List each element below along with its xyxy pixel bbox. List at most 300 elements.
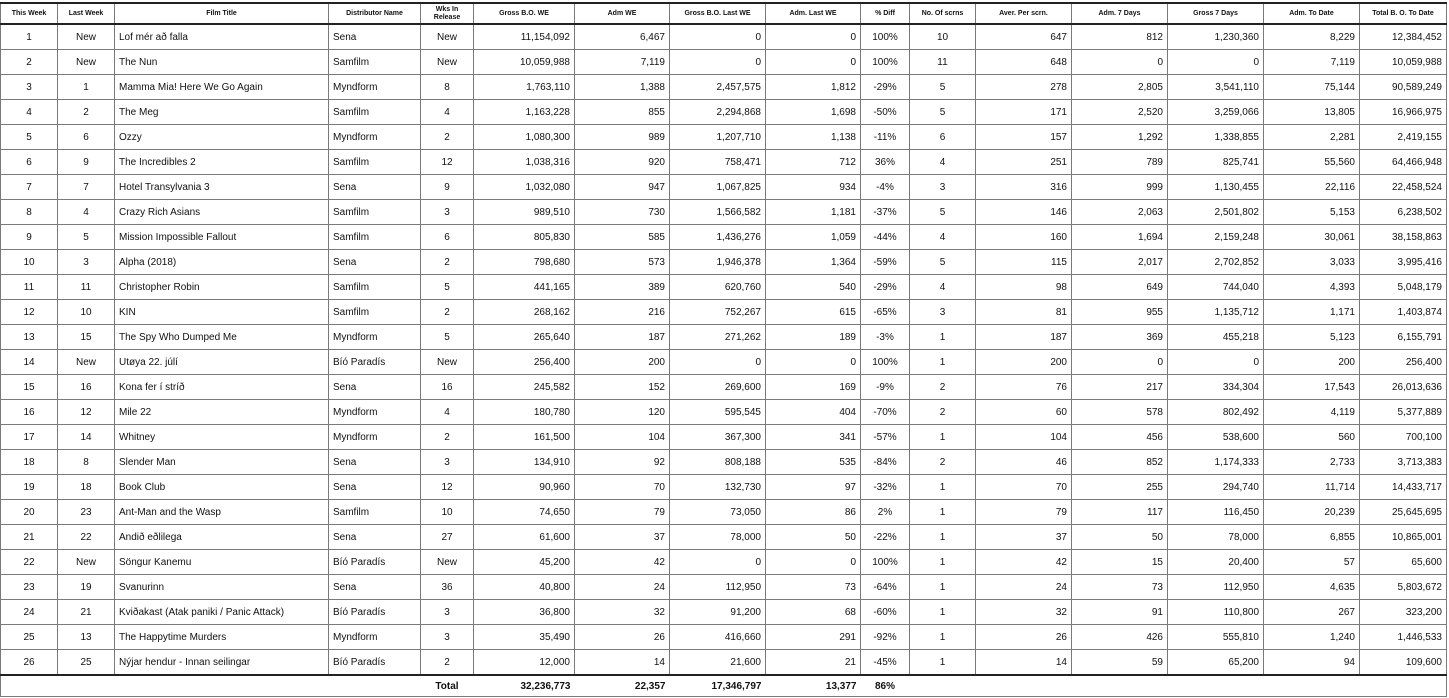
cell-total-to-date: 38,158,863: [1360, 225, 1447, 250]
cell-total-to-date: 2,419,155: [1360, 125, 1447, 150]
cell-gross-last-we: 0: [670, 24, 766, 50]
cell-distributor: Bíó Paradís: [329, 350, 421, 375]
totals-adm-last-we: 13,377: [766, 675, 861, 697]
cell-adm-last-we: 0: [766, 350, 861, 375]
cell-avg-per-screen: 316: [976, 175, 1072, 200]
totals-blank: [115, 675, 329, 697]
table-row: [1, 75, 1447, 100]
cell-adm-last-we: 291: [766, 625, 861, 650]
cell-adm-to-date: 8,229: [1264, 24, 1360, 50]
cell-distributor: Samfilm: [329, 50, 421, 75]
cell-avg-per-screen: 81: [976, 300, 1072, 325]
cell-adm-7-days: 0: [1072, 50, 1168, 75]
cell-pct-diff: 100%: [861, 50, 910, 75]
cell-film-title: Slender Man: [115, 450, 329, 475]
cell-adm-last-we: 404: [766, 400, 861, 425]
cell-total-to-date: 16,966,975: [1360, 100, 1447, 125]
cell-pct-diff: -29%: [861, 275, 910, 300]
cell-adm-7-days: 578: [1072, 400, 1168, 425]
cell-film-title: Book Club: [115, 475, 329, 500]
cell-this-week: 24: [1, 600, 58, 625]
table-row: [1, 200, 1447, 225]
cell-gross-we: 1,163,228: [474, 100, 575, 125]
cell-gross-last-we: 1,566,582: [670, 200, 766, 225]
cell-this-week: 6: [1, 150, 58, 175]
totals-gross-last-we: 17,346,797: [670, 675, 766, 697]
table-row: [1, 225, 1447, 250]
cell-weeks-in-release: 4: [421, 100, 474, 125]
cell-film-title: Svanurinn: [115, 575, 329, 600]
cell-adm-we: 187: [575, 325, 670, 350]
table-row: [1, 550, 1447, 575]
cell-total-to-date: 25,645,695: [1360, 500, 1447, 525]
cell-this-week: 8: [1, 200, 58, 225]
cell-film-title: Nýjar hendur - Innan seilingar: [115, 650, 329, 676]
header-gross-last-we: Gross B.O. Last WE: [670, 3, 766, 24]
cell-weeks-in-release: New: [421, 24, 474, 50]
cell-gross-last-we: 73,050: [670, 500, 766, 525]
cell-screens: 1: [910, 600, 976, 625]
cell-screens: 2: [910, 400, 976, 425]
cell-screens: 1: [910, 650, 976, 676]
cell-pct-diff: -29%: [861, 75, 910, 100]
table-row: [1, 50, 1447, 75]
cell-gross-7-days: 78,000: [1168, 525, 1264, 550]
cell-gross-7-days: 1,230,360: [1168, 24, 1264, 50]
cell-gross-last-we: 1,436,276: [670, 225, 766, 250]
cell-adm-we: 920: [575, 150, 670, 175]
cell-adm-7-days: 999: [1072, 175, 1168, 200]
cell-last-week: New: [58, 50, 115, 75]
cell-gross-7-days: 1,130,455: [1168, 175, 1264, 200]
cell-gross-last-we: 0: [670, 550, 766, 575]
cell-gross-last-we: 0: [670, 350, 766, 375]
cell-gross-we: 61,600: [474, 525, 575, 550]
cell-avg-per-screen: 14: [976, 650, 1072, 676]
totals-blank: [910, 675, 976, 697]
cell-gross-we: 1,038,316: [474, 150, 575, 175]
cell-pct-diff: -11%: [861, 125, 910, 150]
cell-adm-last-we: 21: [766, 650, 861, 676]
table-row: [1, 375, 1447, 400]
cell-adm-7-days: 955: [1072, 300, 1168, 325]
cell-pct-diff: -32%: [861, 475, 910, 500]
cell-distributor: Sena: [329, 375, 421, 400]
cell-pct-diff: -9%: [861, 375, 910, 400]
cell-adm-to-date: 4,119: [1264, 400, 1360, 425]
cell-screens: 10: [910, 24, 976, 50]
cell-film-title: The Spy Who Dumped Me: [115, 325, 329, 350]
cell-pct-diff: 2%: [861, 500, 910, 525]
cell-pct-diff: 100%: [861, 24, 910, 50]
cell-adm-we: 104: [575, 425, 670, 450]
cell-weeks-in-release: 10: [421, 500, 474, 525]
cell-gross-we: 12,000: [474, 650, 575, 676]
cell-gross-last-we: 2,294,868: [670, 100, 766, 125]
cell-this-week: 14: [1, 350, 58, 375]
cell-adm-7-days: 812: [1072, 24, 1168, 50]
cell-last-week: 9: [58, 150, 115, 175]
cell-avg-per-screen: 648: [976, 50, 1072, 75]
cell-total-to-date: 26,013,636: [1360, 375, 1447, 400]
cell-total-to-date: 3,995,416: [1360, 250, 1447, 275]
cell-pct-diff: -60%: [861, 600, 910, 625]
cell-gross-last-we: 416,660: [670, 625, 766, 650]
header-adm-we: Adm WE: [575, 3, 670, 24]
header-last-week: Last Week: [58, 3, 115, 24]
table-row: [1, 325, 1447, 350]
cell-last-week: 13: [58, 625, 115, 650]
cell-adm-last-we: 97: [766, 475, 861, 500]
cell-gross-we: 161,500: [474, 425, 575, 450]
cell-screens: 6: [910, 125, 976, 150]
cell-last-week: 18: [58, 475, 115, 500]
cell-avg-per-screen: 60: [976, 400, 1072, 425]
cell-weeks-in-release: 36: [421, 575, 474, 600]
table-row: [1, 600, 1447, 625]
cell-distributor: Myndform: [329, 325, 421, 350]
cell-gross-7-days: 3,259,066: [1168, 100, 1264, 125]
cell-avg-per-screen: 26: [976, 625, 1072, 650]
cell-adm-to-date: 267: [1264, 600, 1360, 625]
cell-total-to-date: 3,713,383: [1360, 450, 1447, 475]
cell-gross-last-we: 78,000: [670, 525, 766, 550]
cell-gross-we: 36,800: [474, 600, 575, 625]
header-adm-to-date: Adm. To Date: [1264, 3, 1360, 24]
cell-screens: 5: [910, 100, 976, 125]
cell-adm-we: 32: [575, 600, 670, 625]
cell-adm-last-we: 73: [766, 575, 861, 600]
cell-gross-we: 265,640: [474, 325, 575, 350]
cell-gross-7-days: 2,501,802: [1168, 200, 1264, 225]
cell-adm-we: 42: [575, 550, 670, 575]
cell-adm-7-days: 1,694: [1072, 225, 1168, 250]
cell-pct-diff: -92%: [861, 625, 910, 650]
cell-adm-7-days: 73: [1072, 575, 1168, 600]
cell-adm-we: 14: [575, 650, 670, 676]
cell-film-title: Christopher Robin: [115, 275, 329, 300]
cell-gross-we: 35,490: [474, 625, 575, 650]
box-office-table: [0, 2, 1447, 697]
cell-screens: 4: [910, 275, 976, 300]
totals-gross-we: 32,236,773: [474, 675, 575, 697]
table-row: [1, 650, 1447, 676]
totals-adm-we: 22,357: [575, 675, 670, 697]
cell-gross-7-days: 2,702,852: [1168, 250, 1264, 275]
cell-gross-we: 989,510: [474, 200, 575, 225]
cell-this-week: 11: [1, 275, 58, 300]
cell-this-week: 16: [1, 400, 58, 425]
cell-distributor: Sena: [329, 250, 421, 275]
cell-this-week: 4: [1, 100, 58, 125]
header-total-to-date: Total B. O. To Date: [1360, 3, 1447, 24]
cell-distributor: Myndform: [329, 625, 421, 650]
cell-pct-diff: -57%: [861, 425, 910, 450]
cell-adm-7-days: 456: [1072, 425, 1168, 450]
cell-adm-to-date: 1,240: [1264, 625, 1360, 650]
cell-adm-we: 585: [575, 225, 670, 250]
cell-gross-we: 11,154,092: [474, 24, 575, 50]
table-row: [1, 500, 1447, 525]
cell-adm-last-we: 169: [766, 375, 861, 400]
cell-weeks-in-release: 3: [421, 200, 474, 225]
cell-last-week: 6: [58, 125, 115, 150]
cell-adm-we: 1,388: [575, 75, 670, 100]
cell-film-title: Alpha (2018): [115, 250, 329, 275]
cell-gross-7-days: 538,600: [1168, 425, 1264, 450]
cell-weeks-in-release: 3: [421, 600, 474, 625]
cell-gross-last-we: 132,730: [670, 475, 766, 500]
cell-adm-to-date: 6,855: [1264, 525, 1360, 550]
totals-blank: [1, 675, 58, 697]
table-body: [1, 24, 1447, 675]
cell-screens: 2: [910, 375, 976, 400]
cell-total-to-date: 700,100: [1360, 425, 1447, 450]
cell-distributor: Myndform: [329, 425, 421, 450]
cell-gross-last-we: 808,188: [670, 450, 766, 475]
cell-adm-7-days: 91: [1072, 600, 1168, 625]
cell-avg-per-screen: 42: [976, 550, 1072, 575]
cell-distributor: Bíó Paradís: [329, 550, 421, 575]
cell-weeks-in-release: 3: [421, 450, 474, 475]
cell-weeks-in-release: 16: [421, 375, 474, 400]
cell-last-week: 7: [58, 175, 115, 200]
cell-gross-we: 1,763,110: [474, 75, 575, 100]
cell-adm-last-we: 1,812: [766, 75, 861, 100]
cell-film-title: Whitney: [115, 425, 329, 450]
cell-gross-we: 10,059,988: [474, 50, 575, 75]
cell-total-to-date: 22,458,524: [1360, 175, 1447, 200]
totals-blank: [1072, 675, 1168, 697]
cell-this-week: 15: [1, 375, 58, 400]
cell-adm-last-we: 0: [766, 50, 861, 75]
cell-gross-7-days: 334,304: [1168, 375, 1264, 400]
cell-adm-we: 947: [575, 175, 670, 200]
cell-adm-7-days: 255: [1072, 475, 1168, 500]
cell-pct-diff: -37%: [861, 200, 910, 225]
cell-last-week: 4: [58, 200, 115, 225]
cell-adm-7-days: 649: [1072, 275, 1168, 300]
cell-gross-last-we: 269,600: [670, 375, 766, 400]
cell-last-week: 22: [58, 525, 115, 550]
cell-pct-diff: -50%: [861, 100, 910, 125]
cell-gross-7-days: 110,800: [1168, 600, 1264, 625]
cell-gross-we: 245,582: [474, 375, 575, 400]
cell-adm-to-date: 2,281: [1264, 125, 1360, 150]
cell-total-to-date: 64,466,948: [1360, 150, 1447, 175]
cell-adm-last-we: 189: [766, 325, 861, 350]
cell-last-week: 11: [58, 275, 115, 300]
cell-film-title: Kviðakast (Atak paniki / Panic Attack): [115, 600, 329, 625]
cell-screens: 1: [910, 625, 976, 650]
table-row: [1, 175, 1447, 200]
cell-screens: 5: [910, 200, 976, 225]
cell-avg-per-screen: 104: [976, 425, 1072, 450]
cell-film-title: The Nun: [115, 50, 329, 75]
cell-distributor: Sena: [329, 525, 421, 550]
cell-this-week: 3: [1, 75, 58, 100]
cell-adm-7-days: 369: [1072, 325, 1168, 350]
cell-screens: 4: [910, 225, 976, 250]
cell-this-week: 19: [1, 475, 58, 500]
table-row: [1, 100, 1447, 125]
cell-pct-diff: -84%: [861, 450, 910, 475]
cell-gross-last-we: 758,471: [670, 150, 766, 175]
cell-adm-to-date: 5,153: [1264, 200, 1360, 225]
cell-adm-7-days: 789: [1072, 150, 1168, 175]
cell-adm-we: 152: [575, 375, 670, 400]
cell-distributor: Samfilm: [329, 275, 421, 300]
cell-adm-we: 70: [575, 475, 670, 500]
cell-total-to-date: 14,433,717: [1360, 475, 1447, 500]
cell-adm-last-we: 0: [766, 550, 861, 575]
cell-weeks-in-release: 8: [421, 75, 474, 100]
cell-screens: 2: [910, 450, 976, 475]
cell-gross-7-days: 1,174,333: [1168, 450, 1264, 475]
header-gross-7-days: Gross 7 Days: [1168, 3, 1264, 24]
cell-adm-last-we: 615: [766, 300, 861, 325]
cell-adm-to-date: 22,116: [1264, 175, 1360, 200]
cell-gross-last-we: 271,262: [670, 325, 766, 350]
cell-total-to-date: 6,238,502: [1360, 200, 1447, 225]
cell-gross-we: 90,960: [474, 475, 575, 500]
cell-gross-we: 805,830: [474, 225, 575, 250]
cell-film-title: Hotel Transylvania 3: [115, 175, 329, 200]
cell-total-to-date: 5,048,179: [1360, 275, 1447, 300]
cell-gross-we: 134,910: [474, 450, 575, 475]
cell-distributor: Sena: [329, 175, 421, 200]
cell-adm-last-we: 1,698: [766, 100, 861, 125]
cell-adm-7-days: 2,017: [1072, 250, 1168, 275]
header-row: [1, 3, 1447, 24]
cell-adm-to-date: 3,033: [1264, 250, 1360, 275]
cell-last-week: New: [58, 24, 115, 50]
cell-adm-to-date: 75,144: [1264, 75, 1360, 100]
cell-gross-we: 256,400: [474, 350, 575, 375]
cell-weeks-in-release: 5: [421, 325, 474, 350]
cell-last-week: 1: [58, 75, 115, 100]
cell-adm-we: 6,467: [575, 24, 670, 50]
cell-gross-we: 180,780: [474, 400, 575, 425]
cell-adm-last-we: 0: [766, 24, 861, 50]
cell-screens: 1: [910, 350, 976, 375]
cell-pct-diff: -3%: [861, 325, 910, 350]
cell-gross-7-days: 2,159,248: [1168, 225, 1264, 250]
cell-gross-last-we: 620,760: [670, 275, 766, 300]
cell-film-title: Kona fer í stríð: [115, 375, 329, 400]
cell-total-to-date: 323,200: [1360, 600, 1447, 625]
cell-adm-7-days: 852: [1072, 450, 1168, 475]
cell-pct-diff: -4%: [861, 175, 910, 200]
cell-distributor: Samfilm: [329, 150, 421, 175]
cell-avg-per-screen: 32: [976, 600, 1072, 625]
cell-weeks-in-release: 2: [421, 300, 474, 325]
cell-adm-we: 26: [575, 625, 670, 650]
cell-pct-diff: 100%: [861, 550, 910, 575]
cell-adm-to-date: 7,119: [1264, 50, 1360, 75]
cell-avg-per-screen: 98: [976, 275, 1072, 300]
cell-gross-last-we: 0: [670, 50, 766, 75]
cell-last-week: 5: [58, 225, 115, 250]
cell-gross-last-we: 595,545: [670, 400, 766, 425]
cell-film-title: Andið eðlilega: [115, 525, 329, 550]
cell-total-to-date: 10,865,001: [1360, 525, 1447, 550]
cell-adm-7-days: 2,063: [1072, 200, 1168, 225]
cell-pct-diff: 36%: [861, 150, 910, 175]
cell-pct-diff: -65%: [861, 300, 910, 325]
cell-total-to-date: 256,400: [1360, 350, 1447, 375]
cell-film-title: The Happytime Murders: [115, 625, 329, 650]
cell-this-week: 23: [1, 575, 58, 600]
cell-adm-we: 92: [575, 450, 670, 475]
cell-screens: 11: [910, 50, 976, 75]
table-row: [1, 425, 1447, 450]
cell-distributor: Sena: [329, 575, 421, 600]
cell-gross-we: 441,165: [474, 275, 575, 300]
cell-adm-7-days: 426: [1072, 625, 1168, 650]
cell-weeks-in-release: New: [421, 350, 474, 375]
cell-weeks-in-release: 2: [421, 125, 474, 150]
cell-this-week: 10: [1, 250, 58, 275]
cell-total-to-date: 1,403,874: [1360, 300, 1447, 325]
cell-adm-to-date: 13,805: [1264, 100, 1360, 125]
cell-avg-per-screen: 157: [976, 125, 1072, 150]
cell-adm-last-we: 540: [766, 275, 861, 300]
cell-adm-to-date: 4,635: [1264, 575, 1360, 600]
cell-distributor: Sena: [329, 450, 421, 475]
cell-adm-7-days: 2,805: [1072, 75, 1168, 100]
header-pct-diff: % Diff: [861, 3, 910, 24]
cell-last-week: 16: [58, 375, 115, 400]
cell-film-title: The Meg: [115, 100, 329, 125]
header-adm-7-days: Adm. 7 Days: [1072, 3, 1168, 24]
cell-adm-7-days: 15: [1072, 550, 1168, 575]
cell-weeks-in-release: 27: [421, 525, 474, 550]
cell-pct-diff: -64%: [861, 575, 910, 600]
cell-adm-7-days: 217: [1072, 375, 1168, 400]
cell-weeks-in-release: 12: [421, 150, 474, 175]
table-row: [1, 400, 1447, 425]
cell-adm-last-we: 1,181: [766, 200, 861, 225]
cell-weeks-in-release: 12: [421, 475, 474, 500]
header-distributor: Distributor Name: [329, 3, 421, 24]
cell-distributor: Samfilm: [329, 300, 421, 325]
cell-film-title: Mamma Mia! Here We Go Again: [115, 75, 329, 100]
cell-this-week: 26: [1, 650, 58, 676]
cell-this-week: 9: [1, 225, 58, 250]
cell-adm-to-date: 4,393: [1264, 275, 1360, 300]
cell-adm-we: 24: [575, 575, 670, 600]
header-avg-per-screen: Aver. Per scrn.: [976, 3, 1072, 24]
cell-distributor: Samfilm: [329, 500, 421, 525]
cell-this-week: 7: [1, 175, 58, 200]
header-adm-last-we: Adm. Last WE: [766, 3, 861, 24]
cell-last-week: 15: [58, 325, 115, 350]
totals-row: [1, 675, 1447, 697]
cell-last-week: 23: [58, 500, 115, 525]
cell-total-to-date: 10,059,988: [1360, 50, 1447, 75]
cell-total-to-date: 5,803,672: [1360, 575, 1447, 600]
cell-weeks-in-release: New: [421, 550, 474, 575]
cell-gross-last-we: 1,207,710: [670, 125, 766, 150]
cell-adm-7-days: 0: [1072, 350, 1168, 375]
cell-screens: 5: [910, 250, 976, 275]
cell-weeks-in-release: New: [421, 50, 474, 75]
cell-distributor: Sena: [329, 475, 421, 500]
cell-gross-7-days: 294,740: [1168, 475, 1264, 500]
cell-screens: 1: [910, 325, 976, 350]
table-row: [1, 575, 1447, 600]
